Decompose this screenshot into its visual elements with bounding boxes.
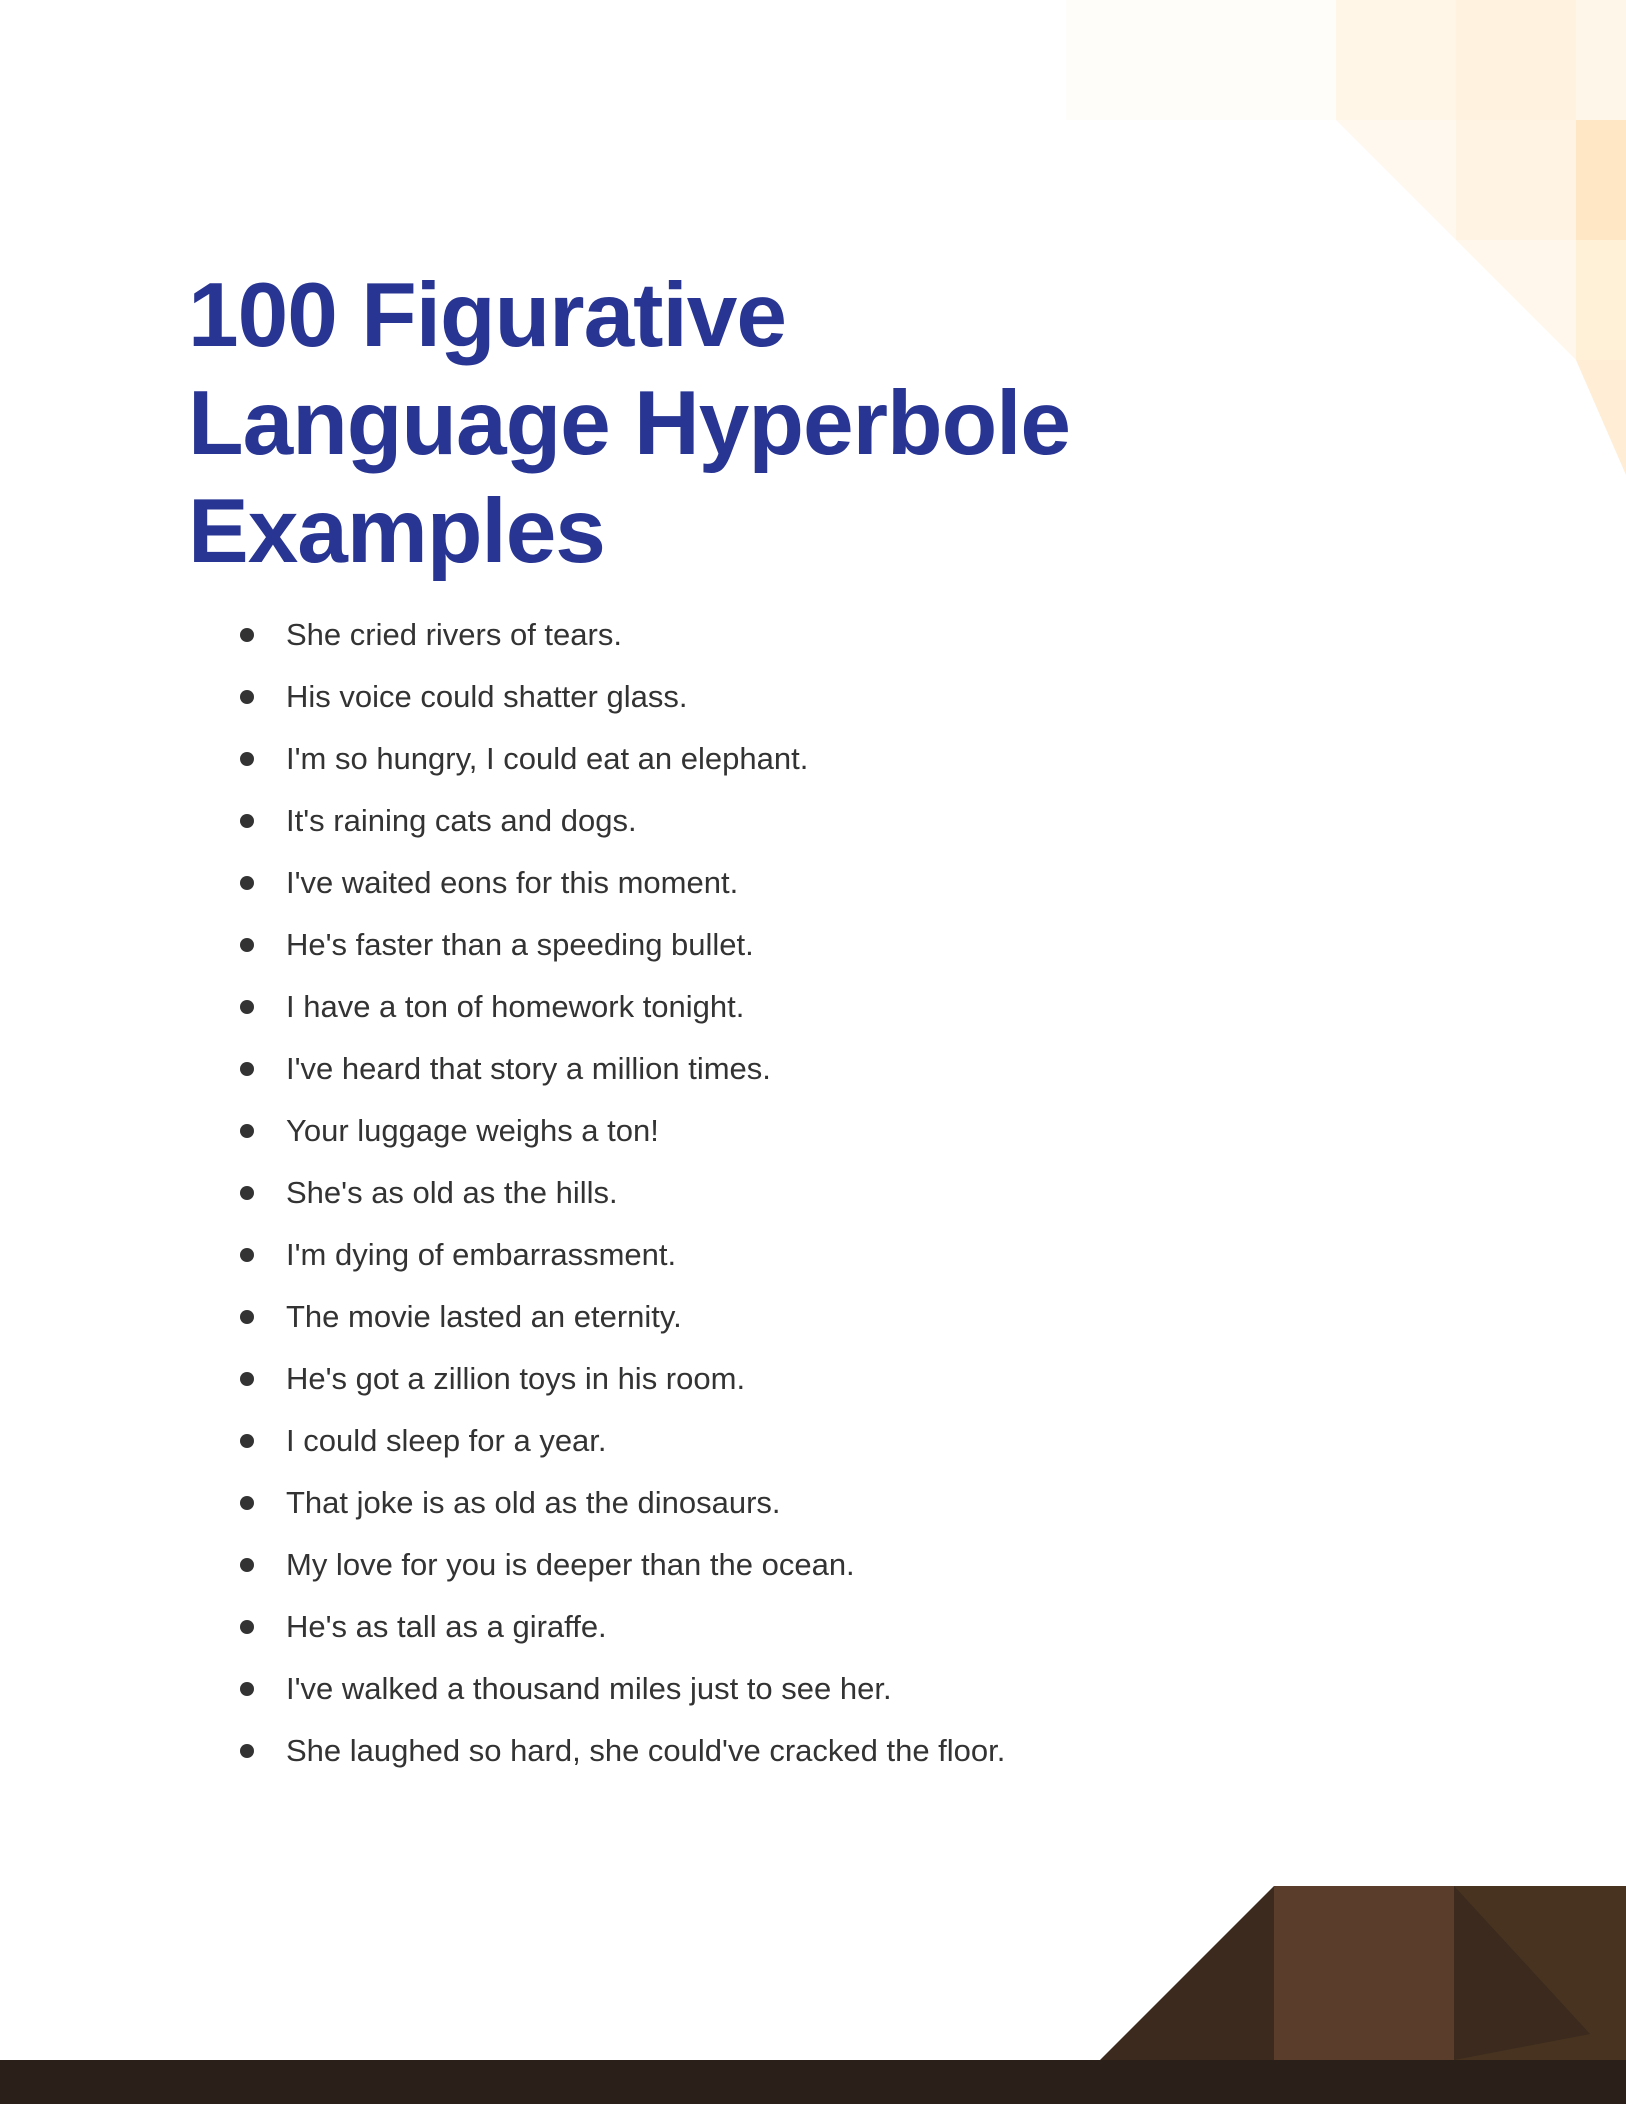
list-item-text: I'm dying of embarrassment. [286,1237,677,1272]
document-content [188,262,1188,1782]
list-item [188,1224,1188,1286]
bullet-icon [240,1062,254,1076]
list-item [188,1534,1188,1596]
bullet-icon [240,1558,254,1572]
list-item [188,666,1188,728]
list-item [188,1658,1188,1720]
list-item-text: The movie lasted an eternity. [286,1299,682,1334]
list-item [188,1410,1188,1472]
list-item [188,914,1188,976]
bullet-icon [240,628,254,642]
page-title: 100 Figurative Language Hyperbole Examples [188,265,1071,582]
list-item [188,852,1188,914]
bullet-icon [240,1496,254,1510]
list-item-text: My love for you is deeper than the ocean. [286,1547,855,1582]
list-item-text: I'm so hungry, I could eat an elephant. [286,741,809,776]
bullet-icon [240,752,254,766]
list-item [188,728,1188,790]
list-item-text: She laughed so hard, she could've cracked the floor. [286,1733,1006,1768]
list-item-text: He's as tall as a giraffe. [286,1609,607,1644]
list-item [188,976,1188,1038]
bullet-icon [240,1124,254,1138]
list-item-text: He's faster than a speeding bullet. [286,927,754,962]
hyperbole-examples-list [188,604,1188,1782]
list-item-text: I've heard that story a million times. [286,1051,771,1086]
list-item-text: I've waited eons for this moment. [286,865,739,900]
list-item-text: She cried rivers of tears. [286,617,622,652]
bullet-icon [240,1248,254,1262]
list-item-text: His voice could shatter glass. [286,679,688,714]
list-item-text: It's raining cats and dogs. [286,803,637,838]
list-item-text: I could sleep for a year. [286,1423,607,1458]
bullet-icon [240,1310,254,1324]
bullet-icon [240,1744,254,1758]
list-item [188,604,1188,666]
bullet-icon [240,1000,254,1014]
bullet-icon [240,1372,254,1386]
bottom-decorative-bar [0,1864,1626,2104]
list-item-text: That joke is as old as the dinosaurs. [286,1485,781,1520]
list-item-text: Your luggage weighs a ton! [286,1113,659,1148]
list-item [188,1286,1188,1348]
list-item [188,1596,1188,1658]
list-item-text: He's got a zillion toys in his room. [286,1361,746,1396]
list-item [188,1162,1188,1224]
bullet-icon [240,938,254,952]
bullet-icon [240,1434,254,1448]
list-item [188,1472,1188,1534]
list-item [188,1348,1188,1410]
bullet-icon [240,814,254,828]
list-item-text: I've walked a thousand miles just to see her. [286,1671,892,1706]
bullet-icon [240,1186,254,1200]
bullet-icon [240,1682,254,1696]
list-item [188,1038,1188,1100]
bullet-icon [240,690,254,704]
list-item-text: She's as old as the hills. [286,1175,618,1210]
bullet-icon [240,876,254,890]
list-item [188,1720,1188,1782]
list-item [188,1100,1188,1162]
list-item [188,790,1188,852]
bullet-icon [240,1620,254,1634]
list-item-text: I have a ton of homework tonight. [286,989,745,1024]
